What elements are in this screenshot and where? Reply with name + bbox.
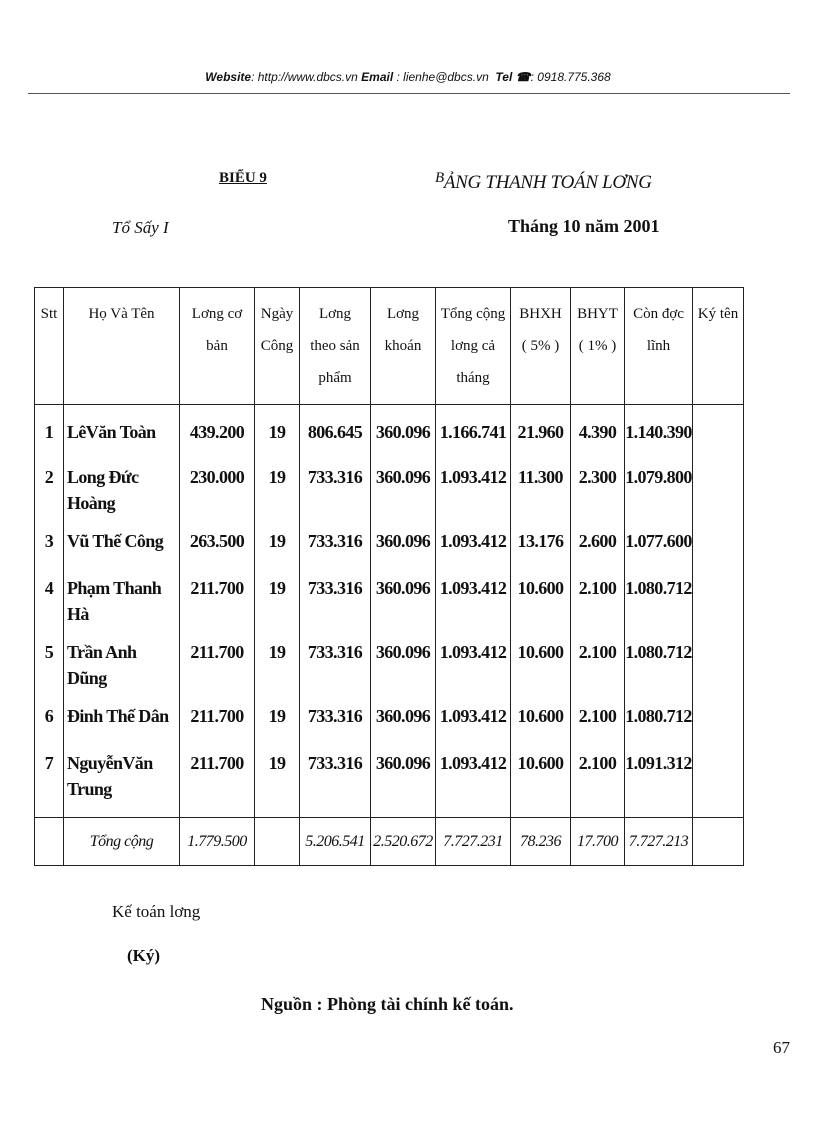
- table-cell: 2: [35, 452, 64, 516]
- table-cell: 13.176: [511, 516, 571, 563]
- employee-name: Long Đức Hoàng: [64, 452, 180, 516]
- table-cell: 360.096: [371, 738, 436, 818]
- table-cell: 1.140.390: [625, 405, 693, 452]
- col-stt: Stt: [35, 288, 64, 405]
- table-cell: 439.200: [180, 405, 255, 452]
- table-cell: 360.096: [371, 691, 436, 738]
- table-cell: 1.166.741: [436, 405, 511, 452]
- table-cell: 19: [255, 691, 300, 738]
- employee-name: LêVăn Toàn: [64, 405, 180, 452]
- page-number: 67: [773, 1038, 790, 1057]
- table-cell: 11.300: [511, 452, 571, 516]
- table-cell: 733.316: [300, 452, 371, 516]
- email-label: Email: [361, 70, 394, 84]
- table-cell: [693, 691, 744, 738]
- col-name: Họ Và Tên: [64, 288, 180, 405]
- col-bhyt: BHYT ( 1% ): [571, 288, 625, 405]
- employee-name: Trần Anh Dũng: [64, 627, 180, 691]
- period: Tháng 10 năm 2001: [508, 216, 660, 236]
- table-cell: 360.096: [371, 405, 436, 452]
- total-label: Tổng cộng: [64, 818, 180, 866]
- table-cell: 1.093.412: [436, 516, 511, 563]
- table-row: [35, 691, 744, 738]
- table-cell: 360.096: [371, 563, 436, 627]
- table-cell: 2.100: [571, 738, 625, 818]
- table-row: [35, 738, 744, 818]
- table-cell: 733.316: [300, 738, 371, 818]
- tel-value: : 0918.775.368: [530, 70, 611, 84]
- col-base-salary: Lơng cơ bản: [180, 288, 255, 405]
- table-row: [35, 563, 744, 627]
- table-row: [35, 627, 744, 691]
- form-number: BIỂU 9: [219, 170, 267, 186]
- table-cell: 733.316: [300, 691, 371, 738]
- table-cell: 7: [35, 738, 64, 818]
- title-rest: ẢNG THANH TOÁN LƠNG: [443, 172, 652, 193]
- page-header: [0, 70, 816, 84]
- table-cell: 10.600: [511, 738, 571, 818]
- header-divider: [28, 93, 790, 94]
- table-cell: 5: [35, 627, 64, 691]
- total-cell: 78.236: [511, 818, 571, 866]
- table-cell: 1.079.800: [625, 452, 693, 516]
- table-cell: [693, 452, 744, 516]
- table-cell: 1.080.712: [625, 691, 693, 738]
- tel-label: Tel: [495, 70, 513, 84]
- table-cell: 230.000: [180, 452, 255, 516]
- table-cell: 1.093.412: [436, 738, 511, 818]
- table-header-row: [35, 288, 744, 405]
- employee-name: Vũ Thế Công: [64, 516, 180, 563]
- table-row: [35, 516, 744, 563]
- table-cell: 19: [255, 516, 300, 563]
- col-month-total: Tổng cộng lơng cả tháng: [436, 288, 511, 405]
- table-cell: 1.093.412: [436, 452, 511, 516]
- table-cell: 360.096: [371, 627, 436, 691]
- table-cell: 19: [255, 738, 300, 818]
- table-cell: 360.096: [371, 452, 436, 516]
- table-cell: 1.093.412: [436, 691, 511, 738]
- website-value: : http://www.dbcs.vn: [251, 70, 358, 84]
- phone-icon: ☎: [515, 70, 531, 84]
- col-lump-salary: Lơng khoán: [371, 288, 436, 405]
- table-cell: 1.080.712: [625, 627, 693, 691]
- table-cell: [693, 405, 744, 452]
- table-cell: 19: [255, 452, 300, 516]
- table-cell: [693, 627, 744, 691]
- table-cell: 19: [255, 405, 300, 452]
- total-cell: 2.520.672: [371, 818, 436, 866]
- employee-name: NguyễnVăn Trung: [64, 738, 180, 818]
- col-net-pay: Còn đợc lĩnh: [625, 288, 693, 405]
- table-cell: 10.600: [511, 627, 571, 691]
- table-cell: 733.316: [300, 516, 371, 563]
- table-cell: 2.100: [571, 563, 625, 627]
- table-cell: 733.316: [300, 627, 371, 691]
- total-cell: 1.779.500: [180, 818, 255, 866]
- table-cell: 2.600: [571, 516, 625, 563]
- table-cell: 10.600: [511, 563, 571, 627]
- table-cell: 3: [35, 516, 64, 563]
- employee-name: Đinh Thế Dân: [64, 691, 180, 738]
- total-cell: 5.206.541: [300, 818, 371, 866]
- col-bhxh: BHXH ( 5% ): [511, 288, 571, 405]
- col-work-days: Ngày Công: [255, 288, 300, 405]
- total-cell: [693, 818, 744, 866]
- table-row: [35, 452, 744, 516]
- table-cell: 2.100: [571, 627, 625, 691]
- total-cell: [35, 818, 64, 866]
- source-note: Nguồn : Phòng tài chính kế toán.: [261, 994, 514, 1014]
- table-cell: 806.645: [300, 405, 371, 452]
- table-cell: 211.700: [180, 563, 255, 627]
- total-cell: [255, 818, 300, 866]
- table-cell: 1.093.412: [436, 563, 511, 627]
- table-cell: 4.390: [571, 405, 625, 452]
- table-cell: 211.700: [180, 627, 255, 691]
- employee-name: Phạm Thanh Hà: [64, 563, 180, 627]
- team-name: Tổ Sấy I: [112, 218, 169, 237]
- table-cell: 1.077.600: [625, 516, 693, 563]
- table-cell: 6: [35, 691, 64, 738]
- table-cell: 2.100: [571, 691, 625, 738]
- table-cell: 10.600: [511, 691, 571, 738]
- table-cell: 1: [35, 405, 64, 452]
- table-cell: 211.700: [180, 738, 255, 818]
- table-cell: 1.080.712: [625, 563, 693, 627]
- table-cell: 1.093.412: [436, 627, 511, 691]
- payroll-table: [34, 287, 744, 866]
- table-cell: 360.096: [371, 516, 436, 563]
- email-value: : lienhe@dbcs.vn: [393, 70, 489, 84]
- table-cell: 2.300: [571, 452, 625, 516]
- total-cell: 7.727.213: [625, 818, 693, 866]
- table-cell: 4: [35, 563, 64, 627]
- table-cell: 1.091.312: [625, 738, 693, 818]
- signature-label: (Ký): [127, 946, 161, 965]
- table-cell: 21.960: [511, 405, 571, 452]
- website-label: Website: [205, 70, 252, 84]
- table-cell: 211.700: [180, 691, 255, 738]
- table-cell: [693, 516, 744, 563]
- total-cell: 7.727.231: [436, 818, 511, 866]
- document-title: [435, 170, 652, 194]
- total-row: [35, 818, 744, 866]
- table-cell: 263.500: [180, 516, 255, 563]
- title-initial: B: [435, 170, 444, 186]
- table-cell: 19: [255, 563, 300, 627]
- table-cell: 733.316: [300, 563, 371, 627]
- table-cell: [693, 738, 744, 818]
- col-product-salary: Lơng theo sản phẩm: [300, 288, 371, 405]
- total-cell: 17.700: [571, 818, 625, 866]
- accountant-label: Kế toán lơng: [112, 902, 201, 921]
- col-signature: Ký tên: [693, 288, 744, 405]
- table-cell: 19: [255, 627, 300, 691]
- table-row: [35, 405, 744, 452]
- table-cell: [693, 563, 744, 627]
